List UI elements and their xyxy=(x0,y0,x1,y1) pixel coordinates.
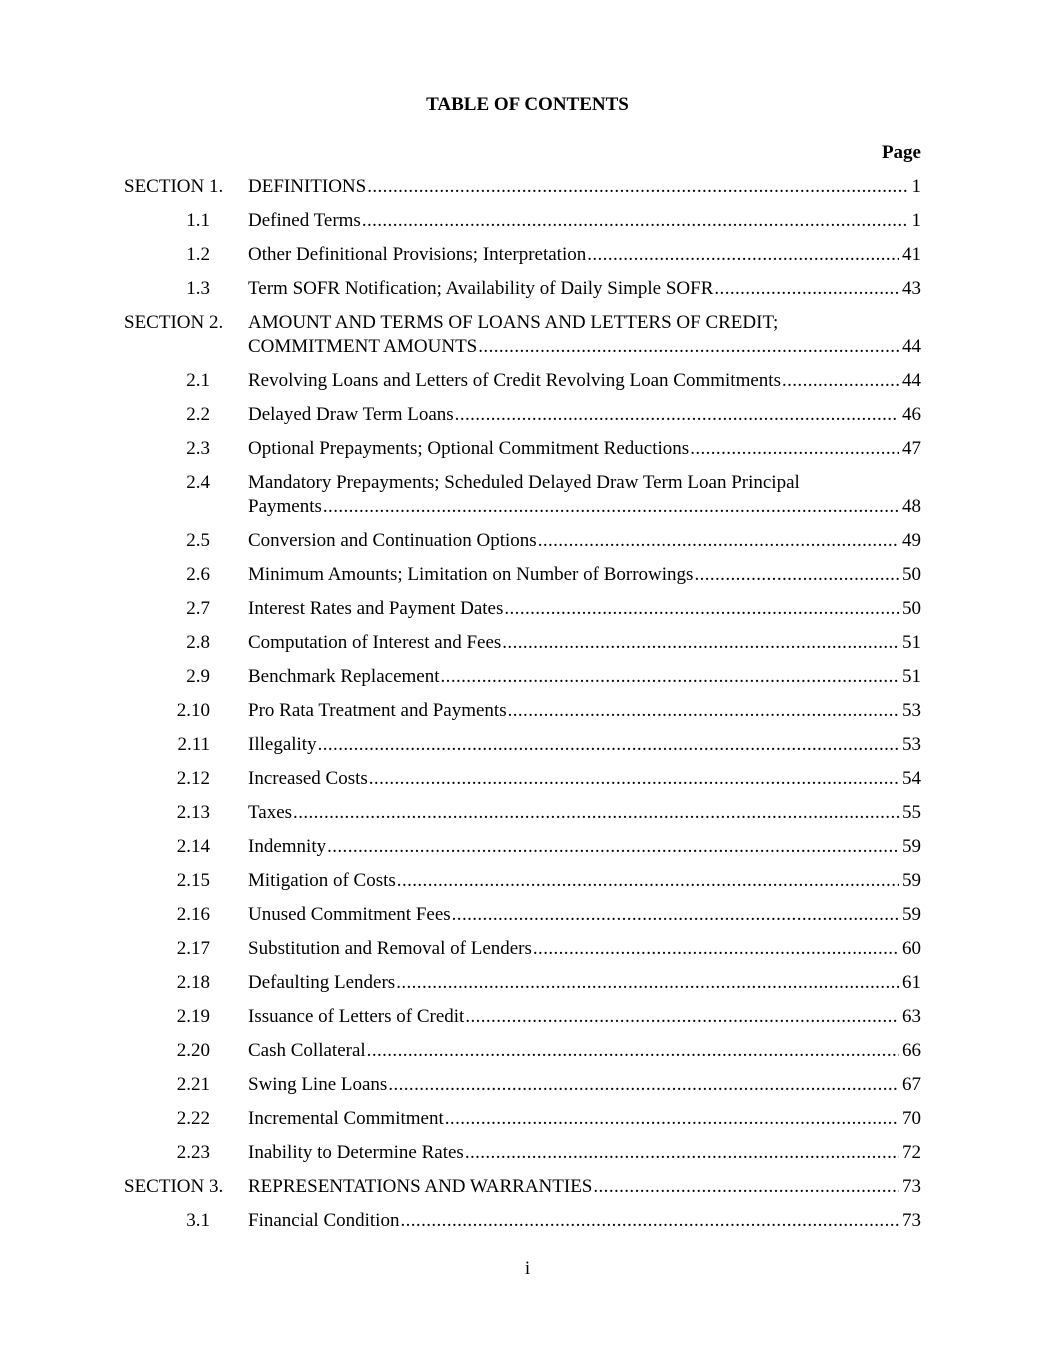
dot-leader xyxy=(323,495,899,519)
toc-subsection-entry xyxy=(0,733,1055,767)
toc-entry-number: 2.10 xyxy=(176,700,210,721)
dot-leader xyxy=(502,631,899,655)
toc-entry-text xyxy=(248,403,921,427)
toc-entry-number: 2.2 xyxy=(186,404,210,425)
toc-entry-page: 73 xyxy=(902,1210,921,1231)
toc-entry-line xyxy=(248,767,921,791)
toc-entry-page: 54 xyxy=(902,768,921,789)
toc-entry-line xyxy=(248,903,921,927)
toc-subsection-entry xyxy=(0,209,1055,243)
toc-entry-title: Minimum Amounts; Limitation on Number of Borrowings xyxy=(248,564,694,585)
toc-subsection-entry xyxy=(0,1209,1055,1243)
toc-entry-line xyxy=(248,403,921,427)
toc-entry-text xyxy=(248,437,921,461)
toc-entry-text xyxy=(248,767,921,791)
toc-entry-number: 2.23 xyxy=(176,1142,210,1163)
toc-entry-line xyxy=(248,1209,921,1233)
toc-entry-number: 2.7 xyxy=(186,598,210,619)
toc-entry-title-line1: Mandatory Prepayments; Scheduled Delayed Draw Term Loan Principal xyxy=(248,472,800,493)
toc-subsection-entry xyxy=(0,1005,1055,1039)
toc-entry-line xyxy=(248,597,921,621)
toc-section-entry xyxy=(0,1175,1055,1209)
toc-subsection-entry xyxy=(0,835,1055,869)
toc-entry-page: 66 xyxy=(902,1040,921,1061)
toc-entry-page: 72 xyxy=(902,1142,921,1163)
toc-entry-page: 70 xyxy=(902,1108,921,1129)
toc-entry-title: Benchmark Replacement xyxy=(248,666,440,687)
toc-subsection-entry xyxy=(0,1141,1055,1175)
toc-entry-number: 2.17 xyxy=(176,938,210,959)
toc-entry-title: Financial Condition xyxy=(248,1210,400,1231)
toc-entry-text xyxy=(248,631,921,655)
toc-subsection-entry xyxy=(0,529,1055,563)
toc-entry-text xyxy=(248,471,921,519)
toc-entry-page: 73 xyxy=(902,1176,921,1197)
toc-entry-text xyxy=(248,1073,921,1097)
toc-entry-text xyxy=(248,733,921,757)
dot-leader xyxy=(694,563,899,587)
toc-entry-line xyxy=(248,243,921,267)
toc-entry-text xyxy=(248,1005,921,1029)
toc-entry-page: 53 xyxy=(902,734,921,755)
toc-entry-number: 2.16 xyxy=(176,904,210,925)
toc-subsection-entry xyxy=(0,369,1055,403)
dot-leader xyxy=(362,209,909,233)
toc-entry-number: 1.3 xyxy=(186,278,210,299)
toc-entry-number: 2.9 xyxy=(186,666,210,687)
toc-entry-title: Illegality xyxy=(248,734,317,755)
dot-leader xyxy=(465,1005,899,1029)
dot-leader xyxy=(455,403,899,427)
toc-entry-line xyxy=(248,937,921,961)
toc-subsection-entry xyxy=(0,903,1055,937)
toc-entry-number: 2.12 xyxy=(176,768,210,789)
toc-entry-text xyxy=(248,971,921,995)
toc-entry-title: Conversion and Continuation Options xyxy=(248,530,537,551)
toc-subsection-entry xyxy=(0,597,1055,631)
toc-entry-text xyxy=(248,1039,921,1063)
toc-entry-line xyxy=(248,869,921,893)
toc-entry-page: 43 xyxy=(902,278,921,299)
toc-entry-title: Issuance of Letters of Credit xyxy=(248,1006,465,1027)
dot-leader xyxy=(593,1175,899,1199)
dot-leader xyxy=(396,971,899,995)
toc-entry-title: Increased Costs xyxy=(248,768,368,789)
toc-entry-title: Delayed Draw Term Loans xyxy=(248,404,454,425)
toc-entry-title: Revolving Loans and Letters of Credit Revolving Loan Commitments xyxy=(248,370,781,391)
toc-entry-number: SECTION 2. xyxy=(124,312,224,333)
toc-entry-title: REPRESENTATIONS AND WARRANTIES xyxy=(248,1176,593,1197)
toc-entry-text xyxy=(248,277,921,301)
dot-leader xyxy=(318,733,899,757)
dot-leader xyxy=(452,903,899,927)
dot-leader xyxy=(445,1107,899,1131)
toc-entry-title: Mitigation of Costs xyxy=(248,870,396,891)
toc-subsection-entry xyxy=(0,1073,1055,1107)
dot-leader xyxy=(367,175,908,199)
toc-entry-title: Defined Terms xyxy=(248,210,361,231)
toc-entry-text xyxy=(248,529,921,553)
toc-entry-line xyxy=(248,277,921,301)
toc-entry-title: Computation of Interest and Fees xyxy=(248,632,502,653)
toc-entry-line xyxy=(248,971,921,995)
toc-entry-text xyxy=(248,1141,921,1165)
dot-leader xyxy=(367,1039,899,1063)
toc-subsection-entry xyxy=(0,1039,1055,1073)
toc-entry-title: Pro Rata Treatment and Payments xyxy=(248,700,507,721)
toc-entry-line xyxy=(248,801,921,825)
toc-entry-title: DEFINITIONS xyxy=(248,176,367,197)
toc-entry-number: 2.15 xyxy=(176,870,210,891)
toc-entry-number: 2.11 xyxy=(177,734,210,755)
toc-entry-line xyxy=(248,631,921,655)
dot-leader xyxy=(587,243,899,267)
toc-entry-title: Cash Collateral xyxy=(248,1040,366,1061)
toc-entry-text xyxy=(248,665,921,689)
toc-entry-line xyxy=(248,835,921,859)
toc-entry-text xyxy=(248,1107,921,1131)
toc-entry-number: 2.6 xyxy=(186,564,210,585)
toc-entry-title: Substitution and Removal of Lenders xyxy=(248,938,532,959)
toc-entry-text xyxy=(248,311,921,359)
toc-entry-page: 47 xyxy=(902,438,921,459)
toc-entry-page: 49 xyxy=(902,530,921,551)
toc-subsection-entry xyxy=(0,403,1055,437)
toc-entry-title: Taxes xyxy=(248,802,293,823)
toc-entry-page: 61 xyxy=(902,972,921,993)
toc-entry-title: Payments xyxy=(248,496,322,517)
toc-entry-text xyxy=(248,209,921,233)
dot-leader xyxy=(465,1141,899,1165)
toc-entry-page: 53 xyxy=(902,700,921,721)
toc-entry-number: 1.2 xyxy=(186,244,210,265)
page-number: i xyxy=(524,1258,531,1279)
toc-entry-number: SECTION 3. xyxy=(124,1176,224,1197)
toc-entry-line xyxy=(248,1073,921,1097)
toc-entry-page: 48 xyxy=(902,496,921,517)
dot-leader xyxy=(441,665,899,689)
toc-entry-title: Optional Prepayments; Optional Commitment Reductions xyxy=(248,438,690,459)
toc-list xyxy=(0,175,1055,1243)
toc-subsection-entry xyxy=(0,631,1055,665)
toc-entry-title: Other Definitional Provisions; Interpretation xyxy=(248,244,587,265)
toc-entry-page: 59 xyxy=(902,870,921,891)
toc-entry-line xyxy=(248,1039,921,1063)
toc-subsection-entry xyxy=(0,277,1055,311)
toc-entry-page: 1 xyxy=(911,176,921,197)
toc-entry-number: 2.3 xyxy=(186,438,210,459)
toc-entry-line xyxy=(248,733,921,757)
toc-subsection-entry xyxy=(0,699,1055,733)
toc-entry-number: 2.22 xyxy=(176,1108,210,1129)
dot-leader xyxy=(388,1073,899,1097)
toc-entry-title-line1: AMOUNT AND TERMS OF LOANS AND LETTERS OF CREDIT; xyxy=(248,312,779,333)
toc-entry-line xyxy=(248,563,921,587)
dot-leader xyxy=(293,801,899,825)
toc-entry-page: 44 xyxy=(902,370,921,391)
toc-entry-text xyxy=(248,903,921,927)
toc-entry-page: 50 xyxy=(902,564,921,585)
toc-section-entry xyxy=(0,311,1055,369)
dot-leader xyxy=(538,529,899,553)
toc-entry-text xyxy=(248,369,921,393)
toc-entry-page: 59 xyxy=(902,836,921,857)
page-column-header: Page xyxy=(881,142,921,163)
toc-entry-text xyxy=(248,243,921,267)
toc-entry-line xyxy=(248,175,921,199)
toc-entry-number: 2.1 xyxy=(186,370,210,391)
dot-leader xyxy=(369,767,899,791)
dot-leader xyxy=(504,597,899,621)
toc-entry-text xyxy=(248,699,921,723)
toc-entry-page: 1 xyxy=(911,210,921,231)
toc-entry-text xyxy=(248,597,921,621)
toc-entry-page: 59 xyxy=(902,904,921,925)
toc-subsection-entry xyxy=(0,869,1055,903)
toc-entry-line xyxy=(248,495,921,519)
toc-entry-line xyxy=(248,699,921,723)
toc-subsection-entry xyxy=(0,767,1055,801)
dot-leader xyxy=(533,937,899,961)
toc-subsection-entry xyxy=(0,471,1055,529)
toc-entry-page: 50 xyxy=(902,598,921,619)
toc-entry-page: 44 xyxy=(902,336,921,357)
toc-entry-line xyxy=(248,437,921,461)
dot-leader xyxy=(508,699,899,723)
toc-entry-line xyxy=(248,209,921,233)
dot-leader xyxy=(782,369,899,393)
dot-leader xyxy=(400,1209,899,1233)
toc-entry-number: SECTION 1. xyxy=(124,176,224,197)
toc-entry-page: 55 xyxy=(902,802,921,823)
dot-leader xyxy=(690,437,899,461)
toc-entry-title: Incremental Commitment xyxy=(248,1108,444,1129)
toc-entry-text xyxy=(248,869,921,893)
toc-entry-title: Term SOFR Notification; Availability of Daily Simple SOFR xyxy=(248,278,714,299)
toc-entry-number: 2.4 xyxy=(186,472,210,493)
toc-entry-title: Defaulting Lenders xyxy=(248,972,396,993)
toc-entry-text xyxy=(248,801,921,825)
toc-entry-text xyxy=(248,1209,921,1233)
toc-entry-page: 63 xyxy=(902,1006,921,1027)
toc-entry-line xyxy=(248,665,921,689)
toc-subsection-entry xyxy=(0,971,1055,1005)
toc-entry-number: 2.13 xyxy=(176,802,210,823)
toc-entry-title: Indemnity xyxy=(248,836,327,857)
dot-leader xyxy=(327,835,899,859)
toc-entry-number: 2.19 xyxy=(176,1006,210,1027)
toc-entry-text xyxy=(248,563,921,587)
toc-entry-title: Swing Line Loans xyxy=(248,1074,388,1095)
toc-entry-line xyxy=(248,335,921,359)
toc-subsection-entry xyxy=(0,1107,1055,1141)
toc-entry-title: Inability to Determine Rates xyxy=(248,1142,464,1163)
toc-entry-title: Unused Commitment Fees xyxy=(248,904,451,925)
toc-entry-page: 51 xyxy=(902,632,921,653)
toc-subsection-entry xyxy=(0,563,1055,597)
toc-subsection-entry xyxy=(0,665,1055,699)
toc-entry-title: COMMITMENT AMOUNTS xyxy=(248,336,478,357)
toc-entry-line xyxy=(248,369,921,393)
toc-subsection-entry xyxy=(0,243,1055,277)
toc-entry-title: Interest Rates and Payment Dates xyxy=(248,598,504,619)
toc-entry-line xyxy=(248,1175,921,1199)
toc-section-entry xyxy=(0,175,1055,209)
toc-entry-number: 2.18 xyxy=(176,972,210,993)
toc-entry-number: 1.1 xyxy=(186,210,210,231)
toc-entry-page: 46 xyxy=(902,404,921,425)
toc-entry-number: 2.14 xyxy=(176,836,210,857)
dot-leader xyxy=(478,335,899,359)
toc-entry-number: 3.1 xyxy=(186,1210,210,1231)
toc-entry-number: 2.20 xyxy=(176,1040,210,1061)
toc-entry-text xyxy=(248,1175,921,1199)
toc-subsection-entry xyxy=(0,937,1055,971)
toc-entry-page: 41 xyxy=(902,244,921,265)
toc-subsection-entry xyxy=(0,801,1055,835)
toc-title: TABLE OF CONTENTS xyxy=(426,94,629,115)
toc-entry-line xyxy=(248,1107,921,1131)
toc-entry-line xyxy=(248,529,921,553)
dot-leader xyxy=(397,869,899,893)
toc-subsection-entry xyxy=(0,437,1055,471)
toc-entry-number: 2.21 xyxy=(176,1074,210,1095)
toc-entry-page: 60 xyxy=(902,938,921,959)
toc-entry-number: 2.8 xyxy=(186,632,210,653)
toc-entry-text xyxy=(248,175,921,199)
dot-leader xyxy=(714,277,899,301)
toc-entry-page: 51 xyxy=(902,666,921,687)
toc-entry-page: 67 xyxy=(902,1074,921,1095)
toc-entry-line xyxy=(248,1141,921,1165)
toc-entry-line xyxy=(248,1005,921,1029)
toc-entry-text xyxy=(248,835,921,859)
toc-entry-text xyxy=(248,937,921,961)
toc-entry-number: 2.5 xyxy=(186,530,210,551)
